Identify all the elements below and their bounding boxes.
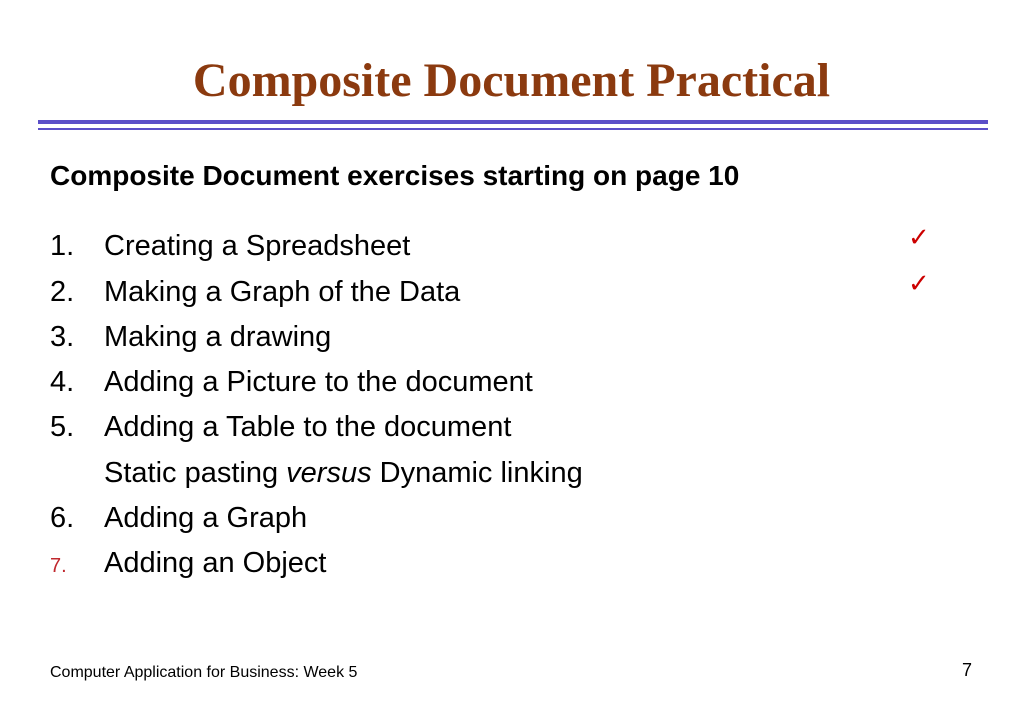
exercise-item-4 — [50, 362, 950, 402]
checkmark-icon: ✓ — [908, 269, 930, 299]
checkmark-icon: ✓ — [908, 223, 930, 253]
exercise-number: 1. — [50, 230, 75, 262]
footer-course-label: Computer Application for Business: Week 5 — [50, 664, 358, 681]
exercise-number: 2. — [50, 276, 75, 308]
pasting-vs-linking-note — [104, 453, 583, 493]
exercise-number: 4. — [50, 366, 75, 398]
exercise-label: Adding a Picture to the document — [104, 366, 533, 398]
exercise-label: Adding an Object — [104, 547, 327, 579]
exercise-item-2 — [50, 269, 950, 312]
slide-subtitle: Composite Document exercises starting on page 10 — [50, 160, 740, 191]
note-text-after: Dynamic linking — [371, 457, 583, 489]
exercise-number: 7. — [50, 555, 67, 577]
note-emphasis: versus — [286, 457, 372, 489]
exercise-label: Adding a Graph — [104, 502, 308, 534]
slide-title: Composite Document Practical — [192, 54, 831, 107]
exercise-item-5 — [50, 407, 950, 447]
exercise-label: Making a Graph of the Data — [104, 276, 461, 308]
exercise-item-1 — [50, 223, 950, 266]
exercise-label: Making a drawing — [104, 321, 332, 353]
exercise-number: 5. — [50, 411, 75, 443]
exercise-item-7 — [50, 543, 950, 583]
exercise-number: 6. — [50, 502, 75, 534]
exercise-item-6 — [50, 498, 950, 538]
exercise-label: Adding a Table to the document — [104, 411, 512, 443]
exercise-item-3 — [50, 317, 950, 357]
exercise-label: Creating a Spreadsheet — [104, 230, 411, 262]
note-text-before: Static pasting — [104, 457, 287, 489]
exercise-number: 3. — [50, 321, 75, 353]
page-number: 7 — [962, 660, 973, 680]
